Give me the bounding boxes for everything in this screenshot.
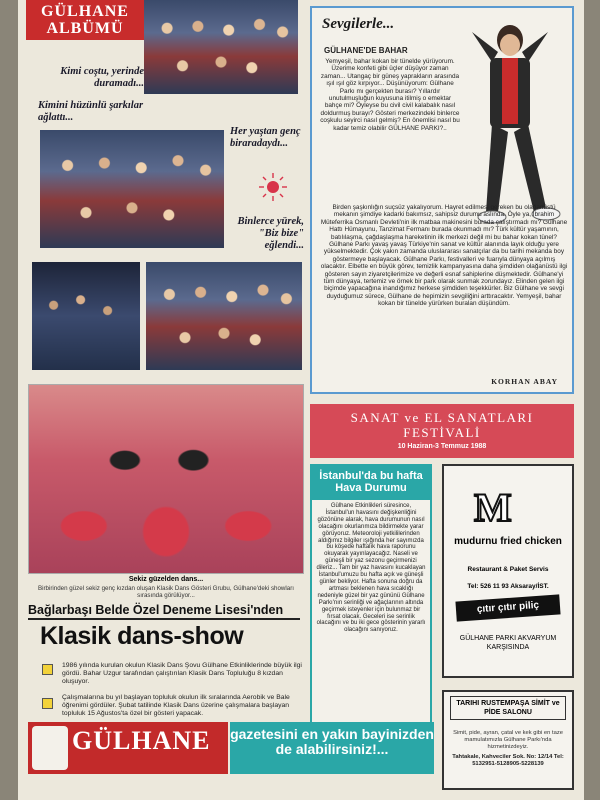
- pide-address: Tahtakale, Kahveciler Sok. No: 12/14 Tel: 5132951-5128905-5228139: [452, 754, 564, 768]
- caption-kimi-costu: Kimi coştu, yerinde duramadı...: [60, 66, 144, 89]
- festival-title: SANAT ve EL SANATLARI FESTİVALİ: [350, 410, 534, 440]
- weather-heading: İstanbul'da bu hafta Hava Durumu: [312, 466, 430, 500]
- newspaper-page: [18, 0, 584, 800]
- footer-slogan: gazetesini en yakın bayinizden de alabilirsiniz!...: [230, 722, 434, 774]
- dance-caption-text: Birbirinden güzel sekiz genç kızdan oluşan Klasik Dans Gösteri Grubu, Gülhane'deki showları sırasında görülüyor...: [37, 585, 295, 599]
- photo-dance-group: [28, 384, 304, 574]
- sevgilerle-article: [310, 6, 574, 394]
- caption-kimini-huzunlu: Kimini hüzünlü şarkılar ağlattı...: [38, 100, 144, 123]
- pide-title: TARIHI RUSTEMPAŞA SİMİT ve PİDE SALONU: [450, 696, 566, 720]
- mudurnu-ad: [442, 464, 574, 678]
- caption-her-yastan: Her yaştan genç biraradaydı...: [230, 126, 301, 149]
- bullet-marker: [42, 698, 53, 709]
- ad-tagline: çıtır çıtır piliç: [455, 594, 560, 621]
- sevgilerle-subtitle: GÜLHANE'DE BAHAR: [324, 46, 408, 55]
- school-bullet-1: 1986 yılında kurulan okulun Klasik Dans Şovu Gülhane Etkinliklerinde büyük ilgi gördü. Bahar Uzgur tarafından çalıştırılan Klasik Dans Topluluğu 8 kızdan oluşuyor.: [62, 662, 302, 685]
- bullet-marker: [42, 664, 53, 675]
- school-bullet-2: Çalışmalarına bu yıl başlayan topluluk okulun ilk sıralarında Aerobik ve Bale öğrenimi gördüler. Şubat tatilinde Klasik Dans üzerine çalışmalara başlayan topluluk 15 Ağustos'ta özel bir gösteri yapacak.: [62, 694, 290, 717]
- festival-banner: [310, 404, 574, 458]
- gulhane-emblem-icon: [32, 726, 68, 770]
- sun-burst-icon: [258, 172, 288, 202]
- pide-ad: [442, 690, 574, 790]
- klasik-dans-title: Klasik dans-show: [40, 622, 244, 650]
- school-heading: Bağlarbaşı Belde Özel Deneme Lisesi'nden: [28, 603, 308, 620]
- album-title: GÜLHANE ALBÜMÜ: [26, 0, 144, 40]
- footer-name: GÜLHANE: [72, 726, 211, 755]
- photo-audience-front: [40, 130, 224, 248]
- sevgilerle-text-bottom: Birden şaşkınlığın suçsüz yakalıyorum. Hayret edilmesi gereken bu olağanüstü mekanın şimdiye kadarki bakımsız, sahipsiz durumu aslında. Öyle ya, İbrahim Müteferrika Osmanlı Devleti'nin ilk matbaa makinesini burada çalıştırmadı mı? Gülhane Hattı Hümayunu, Tanzimat Fermanı burada okunmadı mı? Türk kültür yaşamının, batılılaşma, çağdaşlaşma hareketinin ilk merkezi değil mi bu bahar kokan tünel? Gülhane Parkı yavaş yavaş Türkiye'nin sanat ve kültür alanında layık olduğu yere yükselmektedir. Çok yakın zamanda uluslararası sanatçılar da bu tarihi mekanda boy göstermeye başlayacak. Gülhane Parkı, festivalleri ve fuarıyla dünyaya açılmış olacaktır. Elbette en büyük görev, temizlik kampanyasına daha şimdiden olağanüstü ilgi gösteren sayın ziyaretçilerimize ve değerli esnaf sahiplerine düşmektedir. Gülhane'yi tüm dünyaya, tertemiz ve örnek bir park olarak sunmak zorundayız. Elinden gelen ilgi biçimde yapacağına inandığımız herkese şimdiden teşekkürler. Biz Gülhane ve sevgi duyduğumuz sürece, Gülhane de hepimizin sevgiliğini arttıracaktır. Yemyeşil, bahar kokan bir tünelde yürürken buralan düşündüm.: [320, 204, 568, 308]
- sevgilerle-title: Sevgilerle...: [322, 16, 395, 32]
- weather-text: Gülhane Etkinlikleri süresince, İstanbul'un havasını değişkenliğini gözönüne alarak, hava durumunun nasıl olacağını okurlarımıza bildirmekte yarar görüyoruz. Meteoroloji yetkililerinden aldığımız bilgiler ışığında her sayımızda bu köşede haftalık hava raporunu okuyarak yayınlayacağız. Naseli ve güneşli bir yaz sezonu geçirmenizi dileriz... Tam bir yaz havasını kucaklayan İstanbul'umuzu bu hafta açık ve güneşli günler bekliyor. Hafta sonuna doğru da artması beklenen hava sıcaklığı nedeniyle güzel bir yaz gününü Gülhane Parkı'nın serinliği ve ağaçlarının altında geçirmek isteyenler için bulunmaz bir fırsat olacak. Geceleri ise serinlik olacağını ve bu iki gece gösterinin yararlı olacağını sanıyoruz.: [316, 503, 426, 634]
- pide-text: Simit, pide, ayran, çatal ve kek gibi en taze mamulatımızla Gülhane Parkı'nda hizmetinizdeyiz.: [453, 730, 563, 750]
- dance-caption-title: Sekiz güzelden dans...: [128, 576, 204, 583]
- footer-logo: [28, 722, 228, 774]
- ad-brand: mudurnu fried chicken: [454, 536, 562, 547]
- ad-location: GÜLHANE PARKI AKVARYUM KARŞISINDA: [459, 635, 557, 651]
- ad-service: Restaurant & Paket Servis: [467, 566, 549, 573]
- ad-phone: Tel: 526 11 93 Aksaray/İST.: [467, 583, 549, 590]
- weather-box: [310, 464, 432, 736]
- mudurnu-logo: M: [474, 485, 512, 530]
- photo-dancing-crowd: [32, 262, 140, 370]
- photo-large-audience: [146, 262, 302, 370]
- festival-dates: 10 Haziran-3 Temmuz 1988: [397, 443, 487, 450]
- photo-stage-performers: [144, 0, 298, 94]
- sevgilerle-signature: KORHAN ABAY: [491, 377, 558, 386]
- caption-binlerce: Binlerce yürek, "Biz bize" eğlendi...: [237, 216, 304, 251]
- sevgilerle-text-top: Yemyeşil, bahar kokan bir tünelde yürüyorum. Üzerime konfeti gibi üçler düşüyor zaman zaman... Utangaç bir güneş yaprakların arasında ışıl ışıl göz kırpıyor... Düşünüyorum: Gülhane Parkı mı gerçekten burası? Yıllardır unutulmuşluğun kuyusuna itilmiş o emektar bahçe mi? Öyleyse bu civil civil kalabalık nasıl doldurmuş burayı? Gösteri merkezindeki binlerce coşkulu seyirci nasıl gelmiş? En önemlisi nasıl bu kadar temiz olabilir GÜLHANE PARKI?..: [320, 58, 460, 132]
